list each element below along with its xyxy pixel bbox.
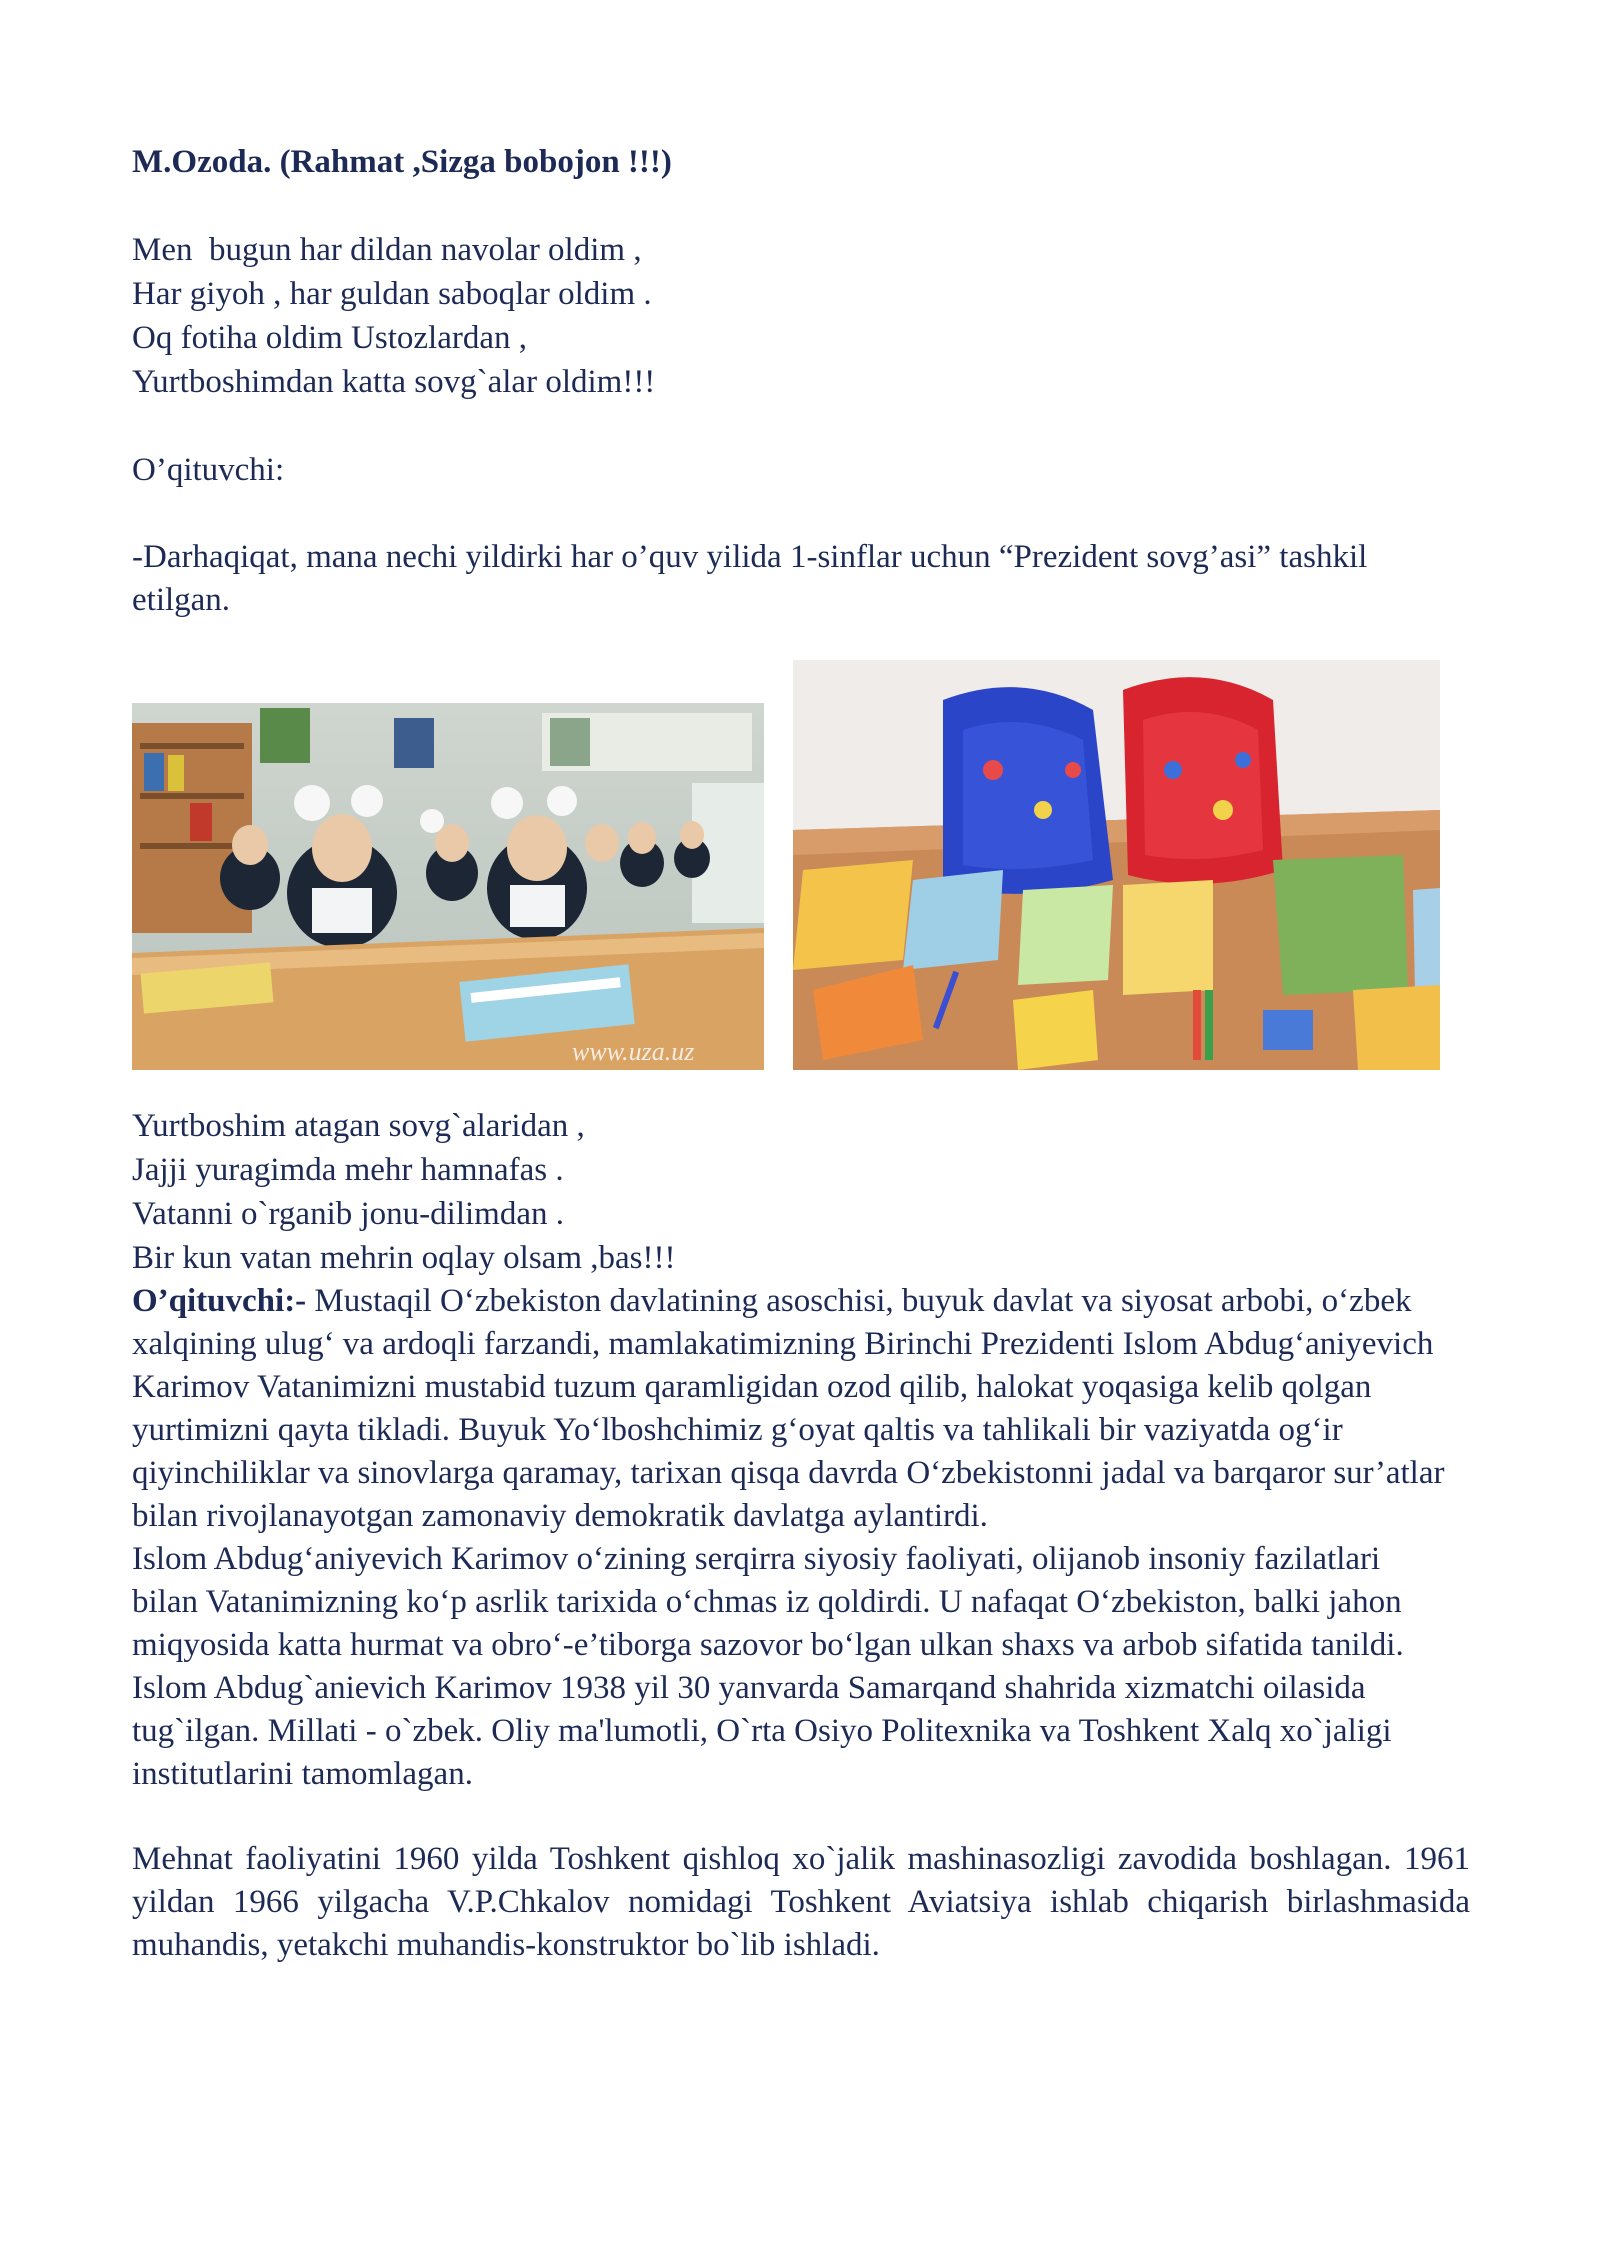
- poem-line: Yurtboshim atagan sovg`alaridan ,: [132, 1108, 585, 1144]
- document-page: [132, 140, 1472, 1967]
- photo-watermark: www.uza.uz: [572, 1037, 695, 1066]
- biography-paragraph-1: [132, 1280, 1472, 1538]
- poem-line: Har giyoh , har guldan saboqlar oldim .: [132, 276, 652, 312]
- biography-paragraph-3: Islom Abdug`anievich Karimov 1938 yil 30 yanvarda Samarqand shahrida xizmatchi oilasida tug`ilgan. Millati - o`zbek. Oliy ma'lumotli, O`rta Osiyo Politexnika va Toshkent Xalq xo`jaligi institutlarini tamomlagan.: [132, 1670, 1392, 1792]
- poem-stanza-2: [132, 1104, 1472, 1280]
- poem-line: Vatanni o`rganib jonu-dilimdan .: [132, 1196, 564, 1232]
- poem-line: Bir kun vatan mehrin oqlay olsam ,bas!!!: [132, 1240, 676, 1276]
- biography-paragraph-4: Mehnat faoliyatini 1960 yilda Toshkent qishloq xo`jalik mashinasozligi zavodida boshlagan. 1961 yildan 1966 yilgacha V.P.Chkalov nomidagi Toshkent Aviatsiya ishlab chiqarish birlashmasida muhandis, yetakchi muhandis-konstruktor bo`lib ishladi.: [132, 1841, 1470, 1963]
- intro-paragraph: -Darhaqiqat, mana nechi yildirki har o’quv yilida 1-sinflar uchun “Prezident sovg’asi” tashkil etilgan.: [132, 539, 1368, 618]
- school-supplies-photo: [793, 660, 1440, 1070]
- speaker-label: O’qituvchi:: [132, 452, 285, 488]
- poem-line: Oq fotiha oldim Ustozlardan ,: [132, 320, 528, 356]
- paragraph-text: Mustaqil O‘zbekiston davlatining asoschisi, buyuk davlat va siyosat arbobi, o‘zbek xalqining ulug‘ va ardoqli farzandi, mamlakatimizning Birinchi Prezidenti Islom Abdug‘aniyevich Karimov Vatanimizni mustabid tuzum qaramligidan ozod qilib, halokat yoqasiga kelib qolgan yurtimizni qayta tikladi. Buyuk Yo‘lboshchimiz g‘oyat qaltis va tahlikali bir vaziyatda og‘ir qiyinchiliklar va sinovlarga qaramay, tarixan qisqa davrda O‘zbekistonni jadal va barqaror sur’atlar bilan rivojlanayotgan zamonaviy demokratik davlatga aylantirdi.: [132, 1283, 1445, 1534]
- poem-line: Men bugun har dildan navolar oldim ,: [132, 232, 642, 268]
- photo-row: [132, 660, 1472, 1092]
- poem-stanza-1: [132, 228, 1472, 404]
- poem-line: Yurtboshimdan katta sovg`alar oldim!!!: [132, 364, 656, 400]
- classroom-photo: [132, 703, 764, 1070]
- biography-paragraph-2: Islom Abdug‘aniyevich Karimov o‘zining serqirra siyosiy faoliyati, olijanob insoniy fazilatlari bilan Vatanimizning ko‘p asrlik tarixida o‘chmas iz qoldirdi. U nafaqat O‘zbekiston, balki jahon miqyosida katta hurmat va obro‘-e’tiborga sazovor bo‘lgan ulkan shaxs va arbob sifatida tanildi.: [132, 1541, 1404, 1663]
- speaker-label: O’qituvchi:-: [132, 1283, 307, 1319]
- document-title: M.Ozoda. (Rahmat ,Sizga bobojon !!!): [132, 144, 672, 180]
- poem-line: Jajji yuragimda mehr hamnafas .: [132, 1152, 564, 1188]
